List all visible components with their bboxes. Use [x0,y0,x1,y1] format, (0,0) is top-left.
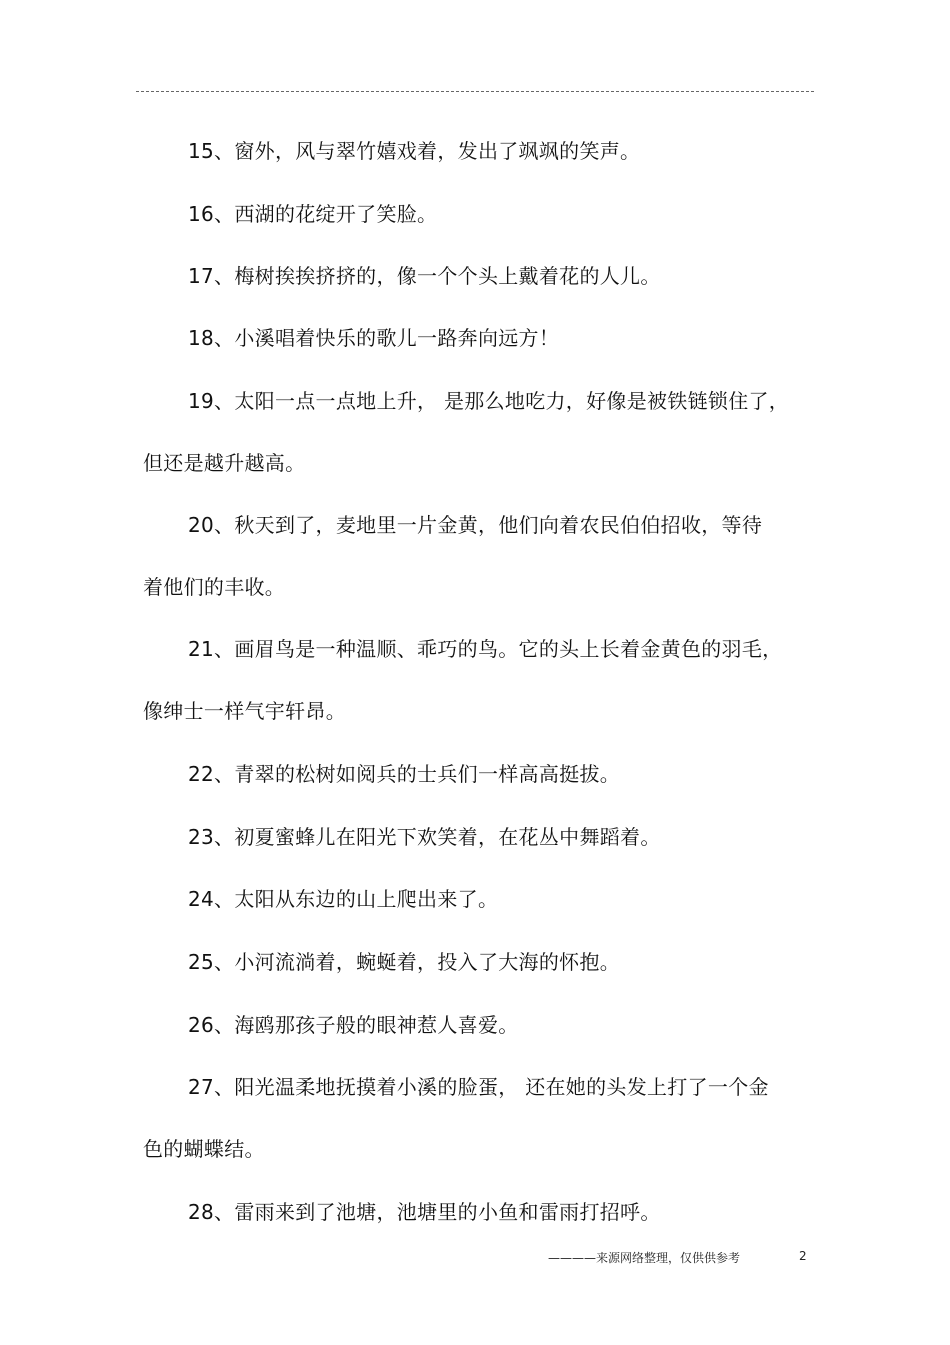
sentence-21-continuation: 像绅士一样气宇轩昂。 [143,699,346,723]
sentence-19-continuation: 但还是越升越高。 [143,451,306,475]
sentence-24: 24、太阳从东边的山上爬出来了。 [188,887,499,911]
sentence-19: 19、太阳一点一点地上升， 是那么地吃力，好像是被铁链锁住了， [188,389,790,413]
sentence-18: 18、小溪唱着快乐的歌儿一路奔向远方！ [188,326,560,350]
sentence-21: 21、画眉鸟是一种温顺、乖巧的鸟。它的头上长着金黄色的羽毛， [188,637,783,661]
sentence-20-continuation: 着他们的丰收。 [143,575,286,599]
sentence-22: 22、青翠的松树如阅兵的士兵们一样高高挺拔。 [188,762,621,786]
sentence-15: 15、窗外，风与翠竹嬉戏着，发出了飒飒的笑声。 [188,139,641,163]
sentence-20: 20、秋天到了，麦地里一片金黄，他们向着农民伯伯招收，等待 [188,513,763,537]
sentence-16: 16、西湖的花绽开了笑脸。 [188,202,438,226]
sentence-26: 26、海鸥那孩子般的眼神惹人喜爱。 [188,1013,519,1037]
top-divider [136,91,814,92]
sentence-27: 27、阳光温柔地抚摸着小溪的脸蛋， 还在她的头发上打了一个金 [188,1075,769,1099]
sentence-17: 17、梅树挨挨挤挤的，像一个个头上戴着花的人儿。 [188,264,661,288]
sentence-27-continuation: 色的蝴蝶结。 [143,1137,265,1161]
sentence-25: 25、小河流淌着，蜿蜒着，投入了大海的怀抱。 [188,950,621,974]
footer-source-note: ————来源网络整理，仅供供参考 [548,1251,741,1265]
sentence-28: 28、雷雨来到了池塘，池塘里的小鱼和雷雨打招呼。 [188,1200,661,1224]
page-number: 2 [799,1249,807,1263]
sentence-23: 23、初夏蜜蜂儿在阳光下欢笑着，在花丛中舞蹈着。 [188,825,661,849]
